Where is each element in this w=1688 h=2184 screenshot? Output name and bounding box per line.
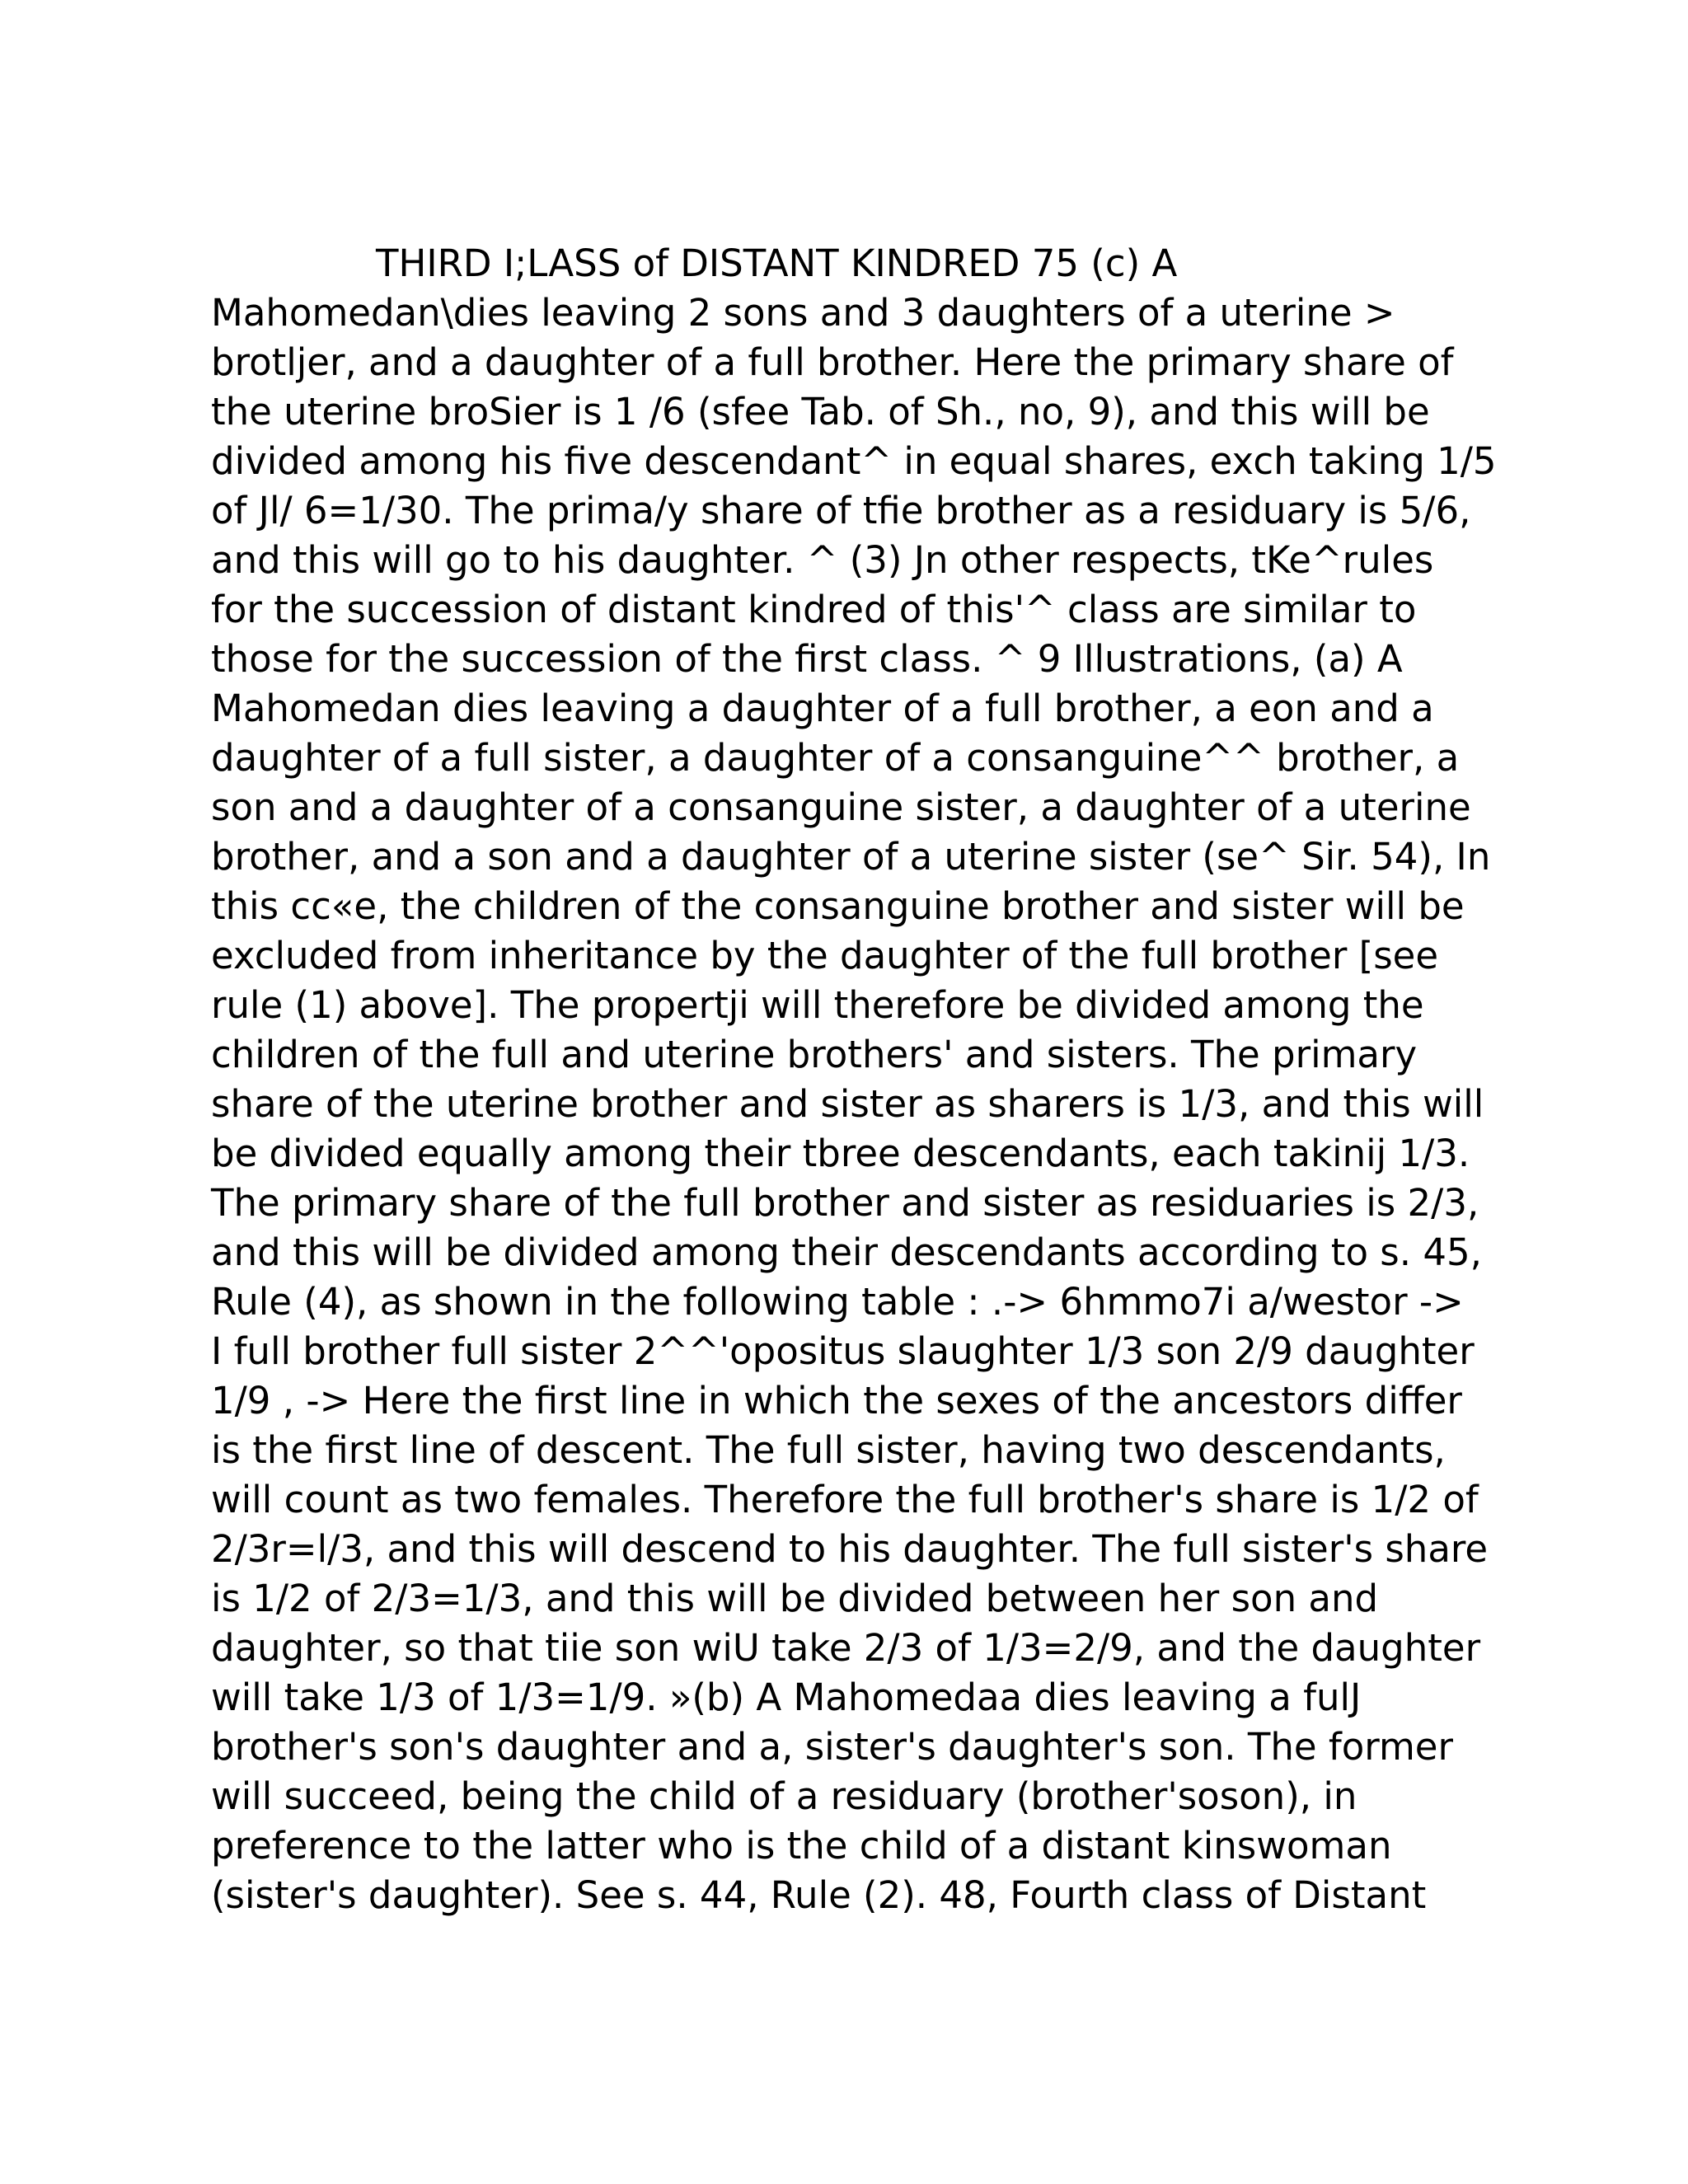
text-line: brotljer, and a daughter of a full brother. Here the primary share of bbox=[211, 340, 1454, 384]
body-text bbox=[211, 239, 1497, 1920]
text-line: excluded from inheritance by the daughter of the full brother [see bbox=[211, 934, 1439, 977]
text-line: will take 1/3 of 1/3=1/9. »(b) A Mahomedaa dies leaving a fulJ bbox=[211, 1675, 1362, 1719]
text-line: The primary share of the full brother and sister as residuaries is 2/3, bbox=[211, 1181, 1479, 1225]
text-line: this cc«e, the children of the consanguine brother and sister will be bbox=[211, 884, 1465, 928]
text-line: share of the uterine brother and sister as sharers is 1/3, and this will bbox=[211, 1082, 1484, 1126]
text-line: Mahomedan dies leaving a daughter of a full brother, a eon and a bbox=[211, 687, 1434, 730]
text-line: and this will go to his daughter. ^ (3) Jn other respects, tKe^rules bbox=[211, 538, 1434, 582]
text-line: is 1/2 of 2/3=1/3, and this will be divided between her son and bbox=[211, 1577, 1379, 1620]
text-line: I full brother full sister 2^^'opositus slaughter 1/3 son 2/9 daughter bbox=[211, 1329, 1475, 1373]
text-line: be divided equally among their tbree descendants, each takinij 1/3. bbox=[211, 1132, 1470, 1175]
text-line: brother's son's daughter and a, sister's daughter's son. The former bbox=[211, 1725, 1453, 1769]
text-line: and this will be divided among their descendants according to s. 45, bbox=[211, 1230, 1482, 1274]
text-line: (sister's daughter). See s. 44, Rule (2). 48, Fourth class of Distant bbox=[211, 1873, 1427, 1917]
text-line: rule (1) above]. The propertji will therefore be divided among the bbox=[211, 983, 1424, 1027]
text-line: preference to the latter who is the child of a distant kinswoman bbox=[211, 1824, 1392, 1868]
text-line: 2/3r=l/3, and this will descend to his daughter. The full sister's share bbox=[211, 1527, 1489, 1571]
text-line: 1/9 , -> Here the first line in which the sexes of the ancestors differ bbox=[211, 1379, 1462, 1422]
text-line: the uterine broSier is 1 /6 (sfee Tab. of Sh., no, 9), and this will be bbox=[211, 390, 1430, 434]
text-line: Rule (4), as shown in the following table : .-> 6hmmo7i a/westor -> bbox=[211, 1280, 1464, 1324]
text-line: divided among his five descendant^ in equal shares, exch taking 1/5 bbox=[211, 439, 1497, 483]
text-line: for the succession of distant kindred of this'^ class are similar to bbox=[211, 588, 1417, 631]
text-line: son and a daughter of a consanguine sister, a daughter of a uterine bbox=[211, 785, 1471, 829]
text-line: daughter of a full sister, a daughter of a consanguine^^ brother, a bbox=[211, 736, 1460, 780]
text-line: brother, and a son and a daughter of a uterine sister (se^ Sir. 54), In bbox=[211, 835, 1491, 879]
text-line: Mahomedan\dies leaving 2 sons and 3 daughters of a uterine > bbox=[211, 291, 1395, 335]
text-line: will succeed, being the child of a residuary (brother'soson), in bbox=[211, 1774, 1357, 1818]
text-line: those for the succession of the first class. ^ 9 Illustrations, (a) A bbox=[211, 637, 1403, 681]
text-line: daughter, so that tiie son wiU take 2/3 of 1/3=2/9, and the daughter bbox=[211, 1626, 1481, 1670]
text-line: children of the full and uterine brothers' and sisters. The primary bbox=[211, 1033, 1418, 1076]
text-line: of Jl/ 6=1/30. The prima/y share of tfie brother as a residuary is 5/6, bbox=[211, 489, 1471, 532]
text-line: will count as two females. Therefore the full brother's share is 1/2 of bbox=[211, 1478, 1479, 1521]
text-line: is the first line of descent. The full sister, having two descendants, bbox=[211, 1428, 1446, 1472]
page-heading-line: THIRD I;LASS of DISTANT KINDRED 75 (c) A bbox=[376, 241, 1178, 285]
